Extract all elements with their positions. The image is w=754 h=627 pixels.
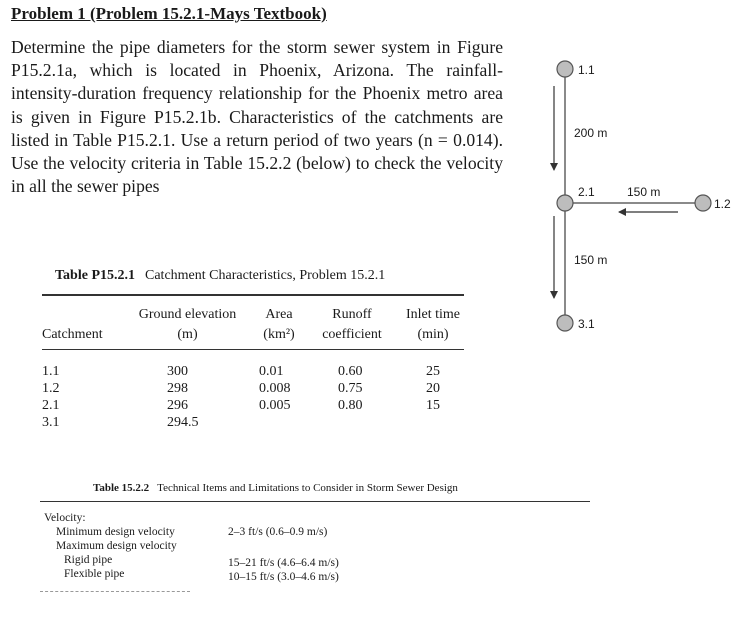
table2-min-label: Minimum design velocity (56, 526, 175, 538)
table1-cell-elevation: 296 (167, 398, 188, 413)
node-2-1-label: 2.1 (578, 185, 595, 199)
table2-top-rule (40, 501, 590, 502)
table2-caption-text: Technical Items and Limitations to Consider in Storm Sewer Design (157, 482, 458, 494)
table1-header-inlet-line2: (min) (417, 327, 449, 342)
length-1-1-to-2-1: 200 m (574, 126, 608, 140)
length-2-1-to-3-1: 150 m (574, 253, 608, 267)
table1-header-elevation (125, 307, 250, 343)
node-3-1 (557, 315, 573, 331)
table2-min-value: 2–3 ft/s (0.6–0.9 m/s) (228, 526, 328, 538)
table1-header-catchment: Catchment (42, 327, 103, 342)
table1-cell-elevation: 294.5 (167, 415, 199, 430)
table1-cell-catchment: 1.2 (42, 381, 60, 396)
table1-cell-elevation: 298 (167, 381, 188, 396)
table1-header-inlet-line1: Inlet time (405, 307, 461, 322)
table2-flexible-value: 10–15 ft/s (3.0–4.6 m/s) (228, 571, 339, 583)
node-1-2 (695, 195, 711, 211)
table1-cell-runoff: 0.80 (338, 398, 363, 413)
table1-cell-area: 0.01 (259, 364, 284, 379)
table2-bottom-dashes (40, 591, 190, 593)
node-1-1 (557, 61, 573, 77)
table1-cell-runoff: 0.75 (338, 381, 363, 396)
table2-velocity-label: Velocity: (44, 512, 86, 524)
table1-caption-text: Catchment Characteristics, Problem 15.2.1 (145, 268, 386, 283)
table1-cell-area: 0.008 (259, 381, 291, 396)
table1-header-runoff-line2: coefficient (322, 327, 382, 342)
node-2-1 (557, 195, 573, 211)
sewer-network-diagram (540, 40, 754, 340)
table1-cell-catchment: 1.1 (42, 364, 60, 379)
table2-flexible-label: Flexible pipe (64, 568, 125, 580)
table1-header-area-line2: (km²) (263, 327, 295, 342)
table1-header-area-line1: Area (265, 307, 293, 322)
table1-header-elevation-line1: Ground elevation (138, 307, 237, 322)
table1-cell-area: 0.005 (259, 398, 291, 413)
table2-caption (93, 482, 458, 494)
table2-label: Table 15.2.2 (93, 482, 150, 494)
table2-rigid-value: 15–21 ft/s (4.6–6.4 m/s) (228, 557, 339, 569)
table1-cell-inlet: 20 (426, 381, 440, 396)
table1-label: Table P15.2.1 (55, 268, 135, 283)
table1-cell-inlet: 25 (426, 364, 440, 379)
table1-caption (55, 268, 385, 284)
length-1-2-to-2-1: 150 m (627, 185, 661, 199)
table1-cell-catchment: 3.1 (42, 415, 60, 430)
table1-cell-runoff: 0.60 (338, 364, 363, 379)
table1-top-rule (42, 294, 464, 296)
table1-header-area (252, 307, 306, 343)
table1-cell-catchment: 2.1 (42, 398, 60, 413)
table1-header-runoff (310, 307, 394, 343)
problem-statement: Determine the pipe diameters for the storm sewer system in Figure P15.2.1a, which is located in Phoenix, Arizona. The rainfall-intensity-duration frequency relationship for the Phoenix metro area is given in Figure P15.2.1b. Characteristics of the catchments are listed in Table P15.2.1. Use a return period of two years (n = 0.014). Use the velocity criteria in Table 15.2.2 (below) to check the velocity in all the sewer pipes (11, 37, 503, 197)
node-1-1-label: 1.1 (578, 63, 595, 77)
table1-header-rule (42, 349, 464, 350)
table1-header-elevation-line2: (m) (177, 327, 198, 342)
node-3-1-label: 3.1 (578, 317, 595, 331)
table1-header-runoff-line1: Runoff (332, 307, 372, 322)
table2-rigid-label: Rigid pipe (64, 554, 113, 566)
table1-cell-inlet: 15 (426, 398, 440, 413)
table2-max-label: Maximum design velocity (56, 540, 177, 552)
problem-title: Problem 1 (Problem 15.2.1-Mays Textbook) (11, 4, 327, 23)
node-1-2-label: 1.2 (714, 197, 731, 211)
table1-header-inlet (396, 307, 470, 343)
table1-cell-elevation: 300 (167, 364, 188, 379)
